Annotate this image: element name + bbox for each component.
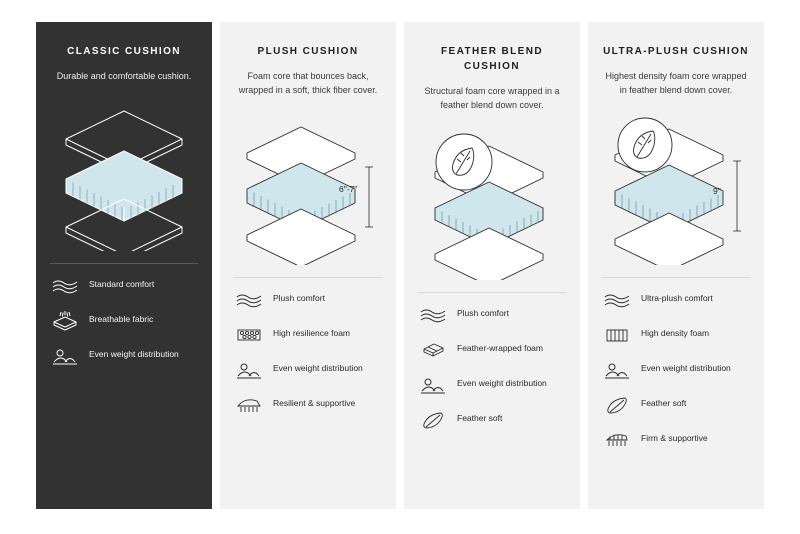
wave-lines-icon [602,288,632,312]
feature-item [418,303,566,327]
feature-label: Even weight distribution [641,363,731,373]
cushion-card-feather-blend[interactable] [404,22,580,509]
feature-item [234,393,382,417]
firm-supportive-icon [602,428,632,452]
feather-wrapped-icon [418,338,448,362]
base-layer [435,228,543,280]
feature-label: Even weight distribution [89,349,179,359]
card-description: Highest density foam core wrapped in feather blend down cover. [605,71,747,95]
feature-label: Feather-wrapped foam [457,343,543,353]
feature-label: Breathable fabric [89,314,154,324]
feature-list [418,303,566,432]
feature-label: Resilient & supportive [273,398,356,408]
honeycomb-foam-icon [234,323,264,347]
card-description: Durable and comfortable cushion. [56,71,192,81]
even-weight-icon [418,373,448,397]
card-divider [50,263,198,264]
wave-lines-icon [418,303,448,327]
feature-item [234,323,382,347]
card-title: PLUSH CUSHION [257,46,359,57]
dimension-label: 6"-7" [339,184,358,194]
layers-diagram [49,91,199,251]
cushion-card-ultra-plush[interactable] [588,22,764,509]
leaf-badge [618,118,672,172]
feature-label: Standard comfort [89,279,155,289]
dimension-label: 9" [713,186,721,196]
card-title: FEATHER BLEND CUSHION [441,46,543,72]
feature-label: High density foam [641,328,710,338]
feature-item [418,373,566,397]
leaf-badge [436,134,492,190]
feature-list [602,288,750,452]
cushion-card-classic[interactable] [36,22,212,509]
base-layer [247,209,355,265]
feather-icon [602,393,632,417]
feather-icon [418,408,448,432]
feature-label: Even weight distribution [457,378,547,388]
feature-list [50,274,198,368]
even-weight-icon [50,344,80,368]
feature-label: Ultra-plush comfort [641,293,713,303]
dimension-label-wrap [713,184,743,198]
even-weight-icon [234,358,264,382]
layers-diagram [417,120,567,280]
supportive-cushion-icon [234,393,264,417]
wave-lines-icon [50,274,80,298]
cushion-layers-illustration-ultra-plush [601,105,751,265]
card-divider [234,277,382,278]
card-divider [418,292,566,293]
feature-label: Feather soft [457,413,503,423]
feature-item [602,288,750,312]
feature-list [234,288,382,417]
feature-item [234,288,382,312]
feature-item [602,323,750,347]
cushion-layers-illustration-classic [49,91,199,251]
feature-item [234,358,382,382]
even-weight-icon [602,358,632,382]
card-description: Structural foam core wrapped in a feather blend down cover. [424,86,560,110]
feature-item [50,344,198,368]
dimension-indicator [365,167,373,227]
feature-label: Plush comfort [273,293,325,303]
card-divider [602,277,750,278]
base-layer [615,213,723,265]
feature-item [50,274,198,298]
feature-item [418,408,566,432]
feature-label: High resilience foam [273,328,351,338]
feature-item [602,428,750,452]
dimension-label-wrap [339,182,379,196]
feature-label: Firm & supportive [641,433,708,443]
foam-core-layer [66,151,182,221]
wave-lines-icon [234,288,264,312]
breathable-fabric-icon [50,309,80,333]
feature-label: Plush comfort [457,308,509,318]
feature-item [50,309,198,333]
card-description: Foam core that bounces back, wrapped in a soft, thick fiber cover. [238,71,378,95]
card-title: CLASSIC CUSHION [67,46,181,57]
high-density-foam-icon [602,323,632,347]
card-title: ULTRA-PLUSH CUSHION [603,46,749,57]
feature-item [602,358,750,382]
cushion-layers-illustration-plush [233,105,383,265]
feature-label: Even weight distribution [273,363,363,373]
feature-item [602,393,750,417]
cushion-layers-illustration-feather-blend [417,120,567,280]
cushion-card-plush[interactable] [220,22,396,509]
feature-label: Feather soft [641,398,687,408]
feature-item [418,338,566,362]
